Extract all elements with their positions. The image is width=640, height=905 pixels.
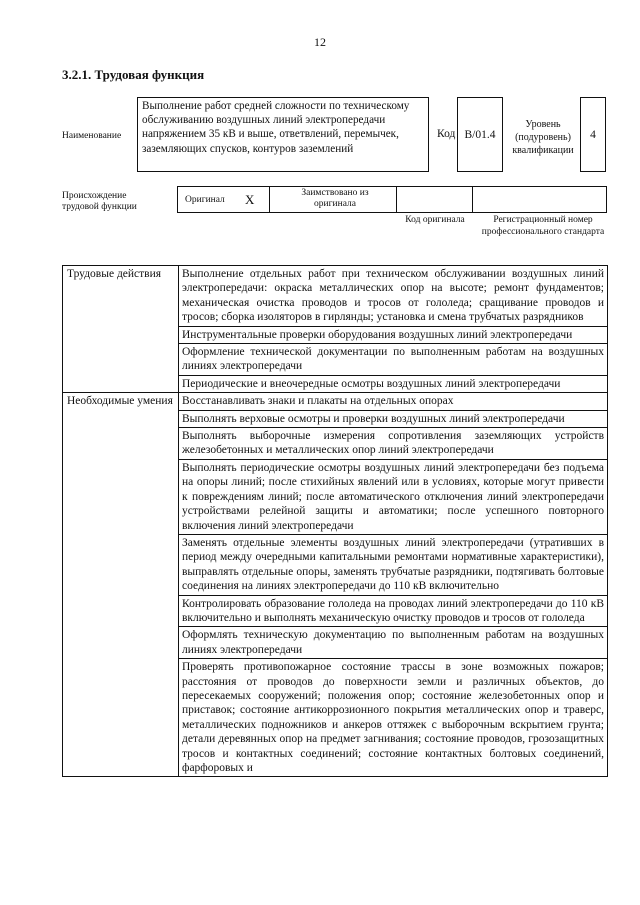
section-title: 3.2.1. Трудовая функция [62, 67, 205, 82]
table-cell: Выполнять выборочные измерения сопротивления заземляющих устройств железобетонных и металлических опор линий электропередачи [179, 428, 608, 460]
origin-box [177, 186, 607, 213]
code-value-box [457, 97, 503, 172]
table-cell: Периодические и внеочередные осмотры воздушных линий электропередачи [179, 375, 608, 392]
reg-number-label: Регистрационный номер профессионального стандарта [481, 215, 605, 237]
table-cell: Выполнение отдельных работ при техническом обслуживании воздушных линий электропередачи: окраска металлических опор на высоте; ремонт фундаментов; механическая очистка проводов и тросов от гололеда; сращивание проводов и тросов; сборка изоляторов в гирлянды; установка и смена трубчатых разрядников [179, 266, 608, 327]
level-value: 4 [590, 129, 596, 141]
code-original-label: Код оригинала [405, 215, 465, 225]
row-label: Трудовые действия [63, 266, 179, 393]
name-label: Наименование [62, 131, 122, 141]
level-value-box [580, 97, 606, 172]
function-table [62, 265, 608, 777]
table-cell: Оформление технической документации по выполненным работам на воздушных линиях электропередачи [179, 344, 608, 376]
table-cell: Восстанавливать знаки и плакаты на отдельных опорах [179, 393, 608, 410]
name-value-box [137, 97, 429, 172]
original-label: Оригинал [185, 195, 225, 205]
table-cell: Инструментальные проверки оборудования воздушных линий электропередачи [179, 326, 608, 343]
origin-label: Происхождение трудовой функции [62, 191, 137, 212]
table-row [63, 393, 608, 410]
original-mark: X [245, 192, 255, 207]
table-cell: Выполнять периодические осмотры воздушных линий электропередачи без подъема на опоры линий; после стихийных явлений или в условиях, которые могут привести к повреждениям линий; после автоматического отключения линий электропередачи устройствами релейной защиты и автоматики; после успешного повторного включения линий электропередачи [179, 459, 608, 534]
page-number: 12 [314, 35, 326, 49]
code-value: B/01.4 [464, 129, 496, 141]
level-label: Уровень (подуровень) квалификации [512, 119, 574, 156]
code-label: Код [437, 128, 456, 140]
table-cell: Оформлять техническую документацию по выполненным работам на воздушных линиях электропередачи [179, 627, 608, 659]
table-row [63, 266, 608, 327]
table-cell: Заменять отдельные элементы воздушных линий электропередачи (утративших в период между очередными капитальными ремонтами нормативные характеристики), выправлять отдельные опоры, заменять трубчатые разрядники, подтягивать болтовые соединения на линиях электропередачи до 110 кВ включительно [179, 534, 608, 595]
name-value: Выполнение работ средней сложности по техническому обслуживанию воздушных линий электропередачи напряжением 35 кВ и выше, ответвлений, перемычек, заземляющих спусков, контуров заземлений [142, 100, 410, 155]
table-cell: Контролировать образование гололеда на проводах линий электропередачи до 110 кВ включительно и выполнять механическую очистку проводов и тросов от гололеда [179, 595, 608, 627]
table-cell: Проверять противопожарное состояние трассы в зоне возможных пожаров; расстояния от проводов до поверхности земли и различных объектов, до пересекаемых сооружений; положения опор; состояние железобетонных опор и приставок; состояние антикоррозионного покрытия металлических опор и траверс, металлических подножников и анкеров оттяжек с выборочным вскрытием грунта; детали деревянных опор на предмет загнивания; состояние проводов, грозозащитных тросов и контактных соединений; состояние контактных болтовых соединений, фарфоровых и [179, 659, 608, 777]
row-label: Необходимые умения [63, 393, 179, 777]
borrowed-label: Заимствовано из оригинала [301, 188, 369, 209]
table-cell: Выполнять верховые осмотры и проверки воздушных линий электропередачи [179, 410, 608, 427]
